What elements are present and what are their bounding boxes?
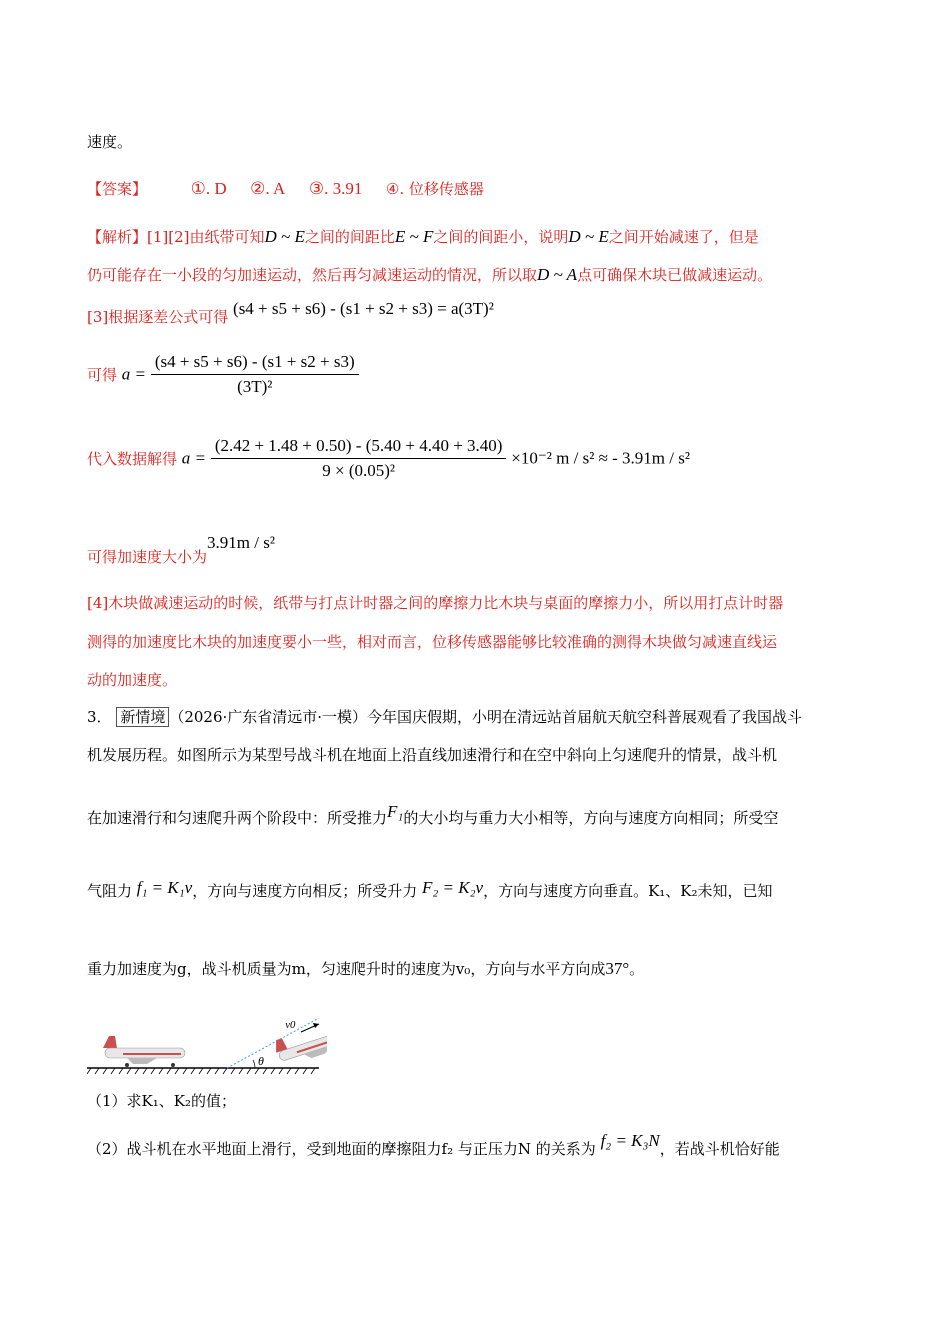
analysis-line-2 [87,264,772,285]
question-text: 在加速滑行和匀速爬升两个阶段中：所受推力 [87,809,388,827]
analysis-text: [3]根据逐差公式可得 [87,308,229,326]
question-number: 3． [87,708,112,726]
analysis-line-3 [87,299,494,327]
analysis-line-4: 可得 a = $\frac{(s4 + s5 + s6) - (s1 + s2 + s3)}{\text{(3T)²}}$ [87,352,359,397]
sub-question-1: （1）求K₁、K₂的值； [87,1092,236,1110]
question-3-line-3 [87,802,779,828]
analysis-text: 可得加速度大小为 [87,548,208,566]
question-text: （2026·广东省清远市·一模）今年国庆假期，小明在清远站首届航天航空科普展观看了我国战斗 [169,708,803,726]
analysis-text: 点可确保木块已做减速运动。 [577,266,773,284]
fraction-denominator: (3T)² [237,377,273,396]
sub-question-2 [87,1131,780,1159]
analysis-line-6 [87,533,275,566]
fraction-numerator: (s4 + s5 + s6) - (s1 + s2 + s3) [151,352,359,375]
analysis-line-8: 测得的加速度比木块的加速度要小一些，相对而言，位移传感器能够比较准确的测得木块做匀减速直线运 [87,633,778,651]
jet-figure [87,1018,327,1082]
analysis-text: 代入数据解得 [87,450,178,468]
question-text: 重力加速度为g，战斗机质量为m，匀速爬升时的速度为v₀，方向与水平方向成 [87,960,606,978]
analysis-label: 【解析】 [87,228,148,246]
new-scenario-tag: 新情境 [116,707,169,727]
friction-formula: f₂ = K₃N [600,1131,660,1150]
difference-formula: (s4 + s5 + s6) - (s1 + s2 + s3) = a(3T)² [233,299,494,318]
answer-item-3: ③. 3.91 [308,179,363,198]
analysis-text: 可得 [87,366,118,384]
analysis-text: 之间的间距比 [304,228,395,246]
analysis-line-7: [4]木块做减速运动的时候，纸带与打点计时器之间的摩擦力比木块与桌面的摩擦力小，所以用打点计时器 [87,594,784,612]
fraction-numerator: (2.42 + 1.48 + 0.50) - (5.40 + 4.40 + 3.40) [211,436,507,459]
angle-arc [253,1060,255,1068]
question-text: 的大小均与重力大小相等，方向与速度方向相同；所受空 [403,809,779,827]
analysis-text: [1][2]由纸带可知 [147,228,265,246]
analysis-line-5: 代入数据解得 a = $\frac{(2.42 + 1.48 + 0.50) - (5.40 + 4.40 + 3.40)}{\text{9 × (0.05)²}}$ ×10⁻² m / s² ≈ - 3.91m / s² [87,436,690,480]
taxiing-plane [103,1036,185,1067]
v0-label: v0 [285,1019,296,1031]
question-text: ，方向与速度方向垂直。K₁、K₂未知，已知 [483,882,773,900]
answer-line [87,178,484,199]
question-3-line-5 [87,958,644,979]
analysis-line-1 [87,226,759,247]
answer-item-1: ①. D [190,179,227,198]
segment-ef: E ~ F [394,227,434,246]
theta-label: θ [258,1054,264,1068]
angle-value: 37° [605,959,630,978]
analysis-line-9: 动的加速度。 [87,671,178,689]
acceleration-fraction [151,352,359,397]
answer-item-4: ④. 位移传感器 [385,180,484,198]
thrust-symbol: F₁ [387,802,404,821]
question-text: 气阻力 [87,882,133,900]
substitution-fraction [211,436,507,481]
question-text: 。 [629,960,645,978]
segment-de: D ~ E [568,227,609,246]
question-text: ，若战斗机恰好能 [659,1140,780,1158]
question-3-line-4 [87,880,773,901]
substitution-result: ×10⁻² m / s² ≈ - 3.91m / s² [511,448,690,468]
answer-item-2: ②. A [250,179,286,198]
analysis-text: 之间的间距小，说明 [433,228,569,246]
question-3-line-1 [87,706,802,727]
ground-hatch [87,1068,315,1074]
question-3-line-2: 机发展历程。如图所示为某型号战斗机在地面上沿直线加速滑行和在空中斜向上匀速爬升的情景，战斗机 [87,746,778,764]
analysis-text: 仍可能存在一小段的匀加速运动，然后再匀减速运动的情况，所以取 [87,266,538,284]
answer-label: 【答案】 [87,180,148,198]
fraction-denominator: 9 × (0.05)² [322,461,396,480]
question-text: ，方向与速度方向相反；所受升力 [192,882,418,900]
segment-de: D ~ E [264,227,305,246]
lift-formula: F₂ = K₂v [422,878,484,897]
drag-formula: f₁ = K₁v [136,878,193,897]
acceleration-magnitude: 3.91m / s² [207,533,275,552]
question-text: （2）战斗机在水平地面上滑行，受到地面的摩擦阻力f₂ 与正压力N 的关系为 [87,1140,596,1158]
segment-da: D ~ A [537,265,578,284]
analysis-text: 之间开始减速了，但是 [608,228,759,246]
climbing-plane [272,1018,327,1068]
continued-text: 速度。 [87,133,133,151]
